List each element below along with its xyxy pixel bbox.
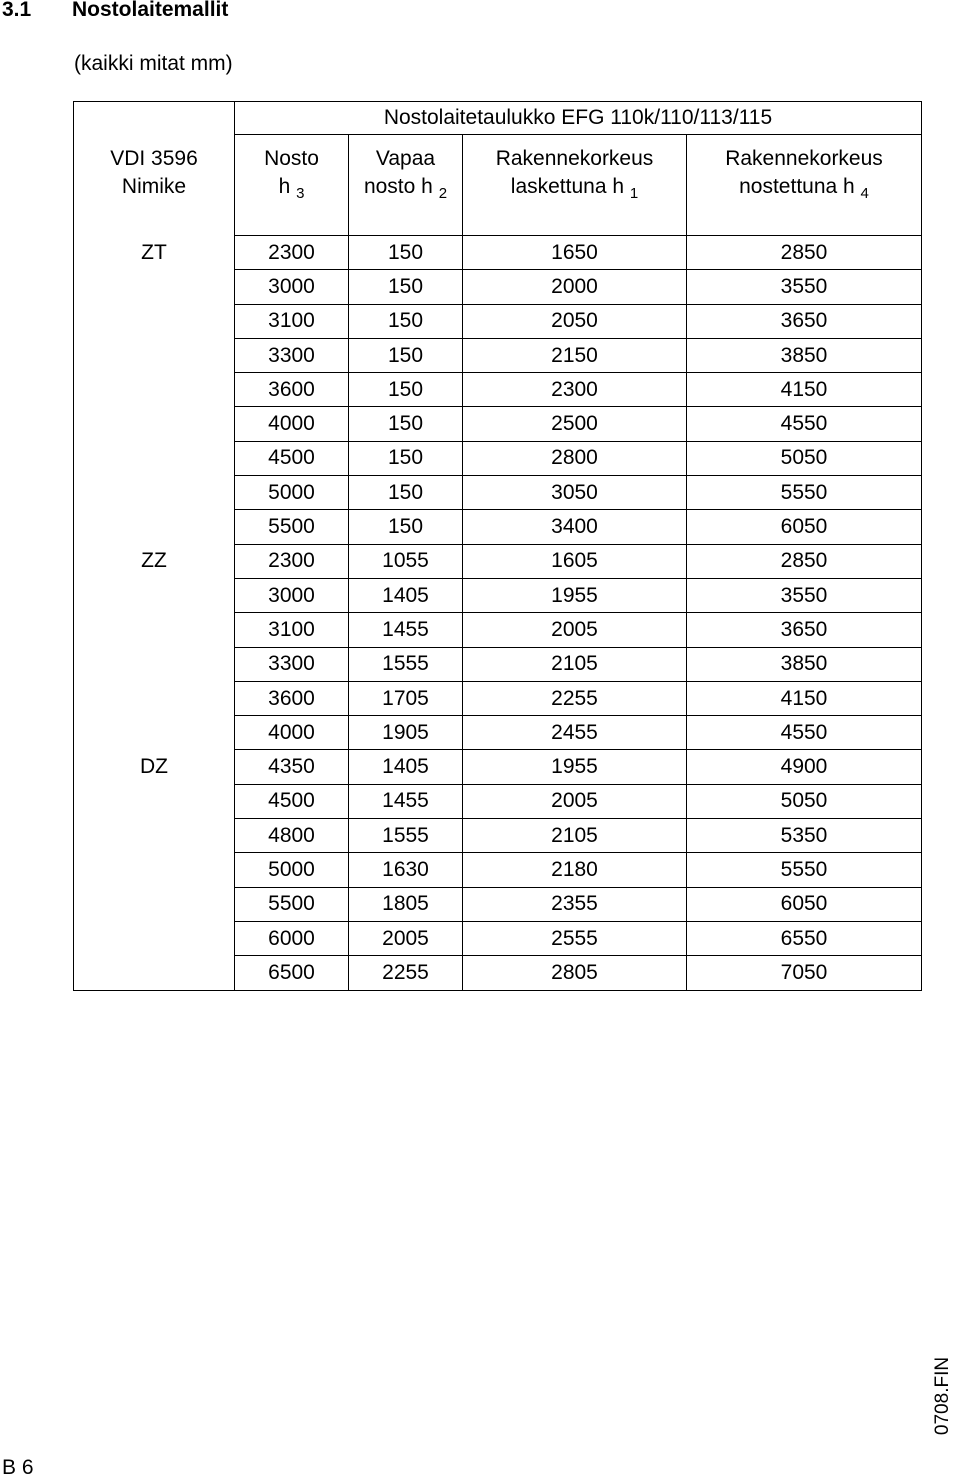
- group-cell: [74, 304, 235, 338]
- free-lift-cell: 150: [349, 510, 463, 544]
- lowered-height-cell: 2255: [463, 681, 687, 715]
- lift-height-cell: 6500: [235, 956, 349, 990]
- lowered-height-cell: 2000: [463, 270, 687, 304]
- group-cell: [74, 681, 235, 715]
- free-lift-cell: 1455: [349, 613, 463, 647]
- free-lift-cell: 150: [349, 270, 463, 304]
- group-cell: [74, 853, 235, 887]
- header-line1: Nosto: [264, 147, 319, 170]
- lift-height-cell: 5500: [235, 887, 349, 921]
- extended-height-cell: 2850: [687, 236, 922, 270]
- lowered-height-cell: 2455: [463, 716, 687, 750]
- group-cell: [74, 578, 235, 612]
- free-lift-cell: 150: [349, 304, 463, 338]
- table-row: [74, 647, 922, 681]
- table-row: [74, 819, 922, 853]
- group-cell: [74, 510, 235, 544]
- header-lift-height: [235, 135, 349, 236]
- table-header-row: [74, 135, 922, 236]
- extended-height-cell: 5350: [687, 819, 922, 853]
- extended-height-cell: 3650: [687, 613, 922, 647]
- lowered-height-cell: 2805: [463, 956, 687, 990]
- free-lift-cell: 1905: [349, 716, 463, 750]
- group-cell: [74, 441, 235, 475]
- table-title: Nostolaitetaulukko EFG 110k/110/113/115: [235, 102, 922, 135]
- table-row: [74, 887, 922, 921]
- table-row: [74, 578, 922, 612]
- table-row: [74, 716, 922, 750]
- lift-height-cell: 4800: [235, 819, 349, 853]
- extended-height-cell: 5050: [687, 784, 922, 818]
- free-lift-cell: 150: [349, 236, 463, 270]
- extended-height-cell: 3550: [687, 270, 922, 304]
- table-row: [74, 956, 922, 990]
- extended-height-cell: 3850: [687, 647, 922, 681]
- lowered-height-cell: 1955: [463, 578, 687, 612]
- header-free-lift: [349, 135, 463, 236]
- lowered-height-cell: 2105: [463, 819, 687, 853]
- header-extended-height: [687, 135, 922, 236]
- free-lift-cell: 1405: [349, 578, 463, 612]
- group-name: ZT: [74, 236, 235, 270]
- document-code-text: 0708.FIN: [932, 1356, 953, 1436]
- document-code: [926, 1352, 960, 1440]
- header-designation: [74, 135, 235, 236]
- lowered-height-cell: 2500: [463, 407, 687, 441]
- lowered-height-cell: 2800: [463, 441, 687, 475]
- header-subscript: 2: [438, 185, 448, 202]
- lowered-height-cell: 1605: [463, 544, 687, 578]
- header-line1: Rakennekorkeus: [725, 147, 883, 170]
- lift-height-cell: 4500: [235, 784, 349, 818]
- table-row: [74, 407, 922, 441]
- free-lift-cell: 1055: [349, 544, 463, 578]
- group-cell: [74, 647, 235, 681]
- header-line2: Nimike: [121, 174, 187, 198]
- table-row: [74, 750, 922, 784]
- section-heading: [2, 0, 228, 23]
- header-line2: laskettuna h: [510, 175, 625, 198]
- header-line1: Vapaa: [375, 147, 436, 170]
- lowered-height-cell: 2005: [463, 613, 687, 647]
- lowered-height-cell: 1650: [463, 236, 687, 270]
- free-lift-cell: 2005: [349, 921, 463, 955]
- page-number: B 6: [2, 1456, 34, 1479]
- header-line2: nosto h: [363, 175, 433, 198]
- table-row: [74, 510, 922, 544]
- lowered-height-cell: 2555: [463, 921, 687, 955]
- lift-height-cell: 4000: [235, 716, 349, 750]
- header-subscript: 4: [860, 185, 869, 202]
- group-cell: [74, 956, 235, 990]
- lowered-height-cell: 2355: [463, 887, 687, 921]
- lowered-height-cell: 2005: [463, 784, 687, 818]
- table-row: [74, 784, 922, 818]
- extended-height-cell: 4150: [687, 681, 922, 715]
- extended-height-cell: 6550: [687, 921, 922, 955]
- group-cell: [74, 921, 235, 955]
- group-cell: [74, 716, 235, 750]
- group-cell: [74, 373, 235, 407]
- free-lift-cell: 1455: [349, 784, 463, 818]
- free-lift-cell: 1805: [349, 887, 463, 921]
- lift-height-cell: 5000: [235, 853, 349, 887]
- table-row: [74, 270, 922, 304]
- lift-height-cell: 3000: [235, 270, 349, 304]
- units-note: (kaikki mitat mm): [74, 52, 233, 75]
- table-body: [74, 236, 922, 991]
- free-lift-cell: 2255: [349, 956, 463, 990]
- table-row: [74, 544, 922, 578]
- free-lift-cell: 1705: [349, 681, 463, 715]
- lift-height-cell: 3000: [235, 578, 349, 612]
- extended-height-cell: 5550: [687, 853, 922, 887]
- extended-height-cell: 3650: [687, 304, 922, 338]
- group-name: ZZ: [74, 544, 235, 578]
- free-lift-cell: 150: [349, 338, 463, 372]
- table-row: [74, 338, 922, 372]
- lowered-height-cell: 2050: [463, 304, 687, 338]
- header-line1: VDI 3596: [110, 146, 198, 170]
- extended-height-cell: 2850: [687, 544, 922, 578]
- group-name: DZ: [74, 750, 235, 784]
- lift-height-cell: 6000: [235, 921, 349, 955]
- lift-height-cell: 2300: [235, 236, 349, 270]
- header-line2: nostettuna h: [739, 175, 855, 198]
- extended-height-cell: 5550: [687, 476, 922, 510]
- header-subscript: 1: [629, 185, 639, 202]
- extended-height-cell: 7050: [687, 956, 922, 990]
- lift-height-cell: 4000: [235, 407, 349, 441]
- lowered-height-cell: 2300: [463, 373, 687, 407]
- table-row: [74, 236, 922, 270]
- lowered-height-cell: 2150: [463, 338, 687, 372]
- lift-height-cell: 3600: [235, 681, 349, 715]
- lift-height-cell: 3100: [235, 304, 349, 338]
- table-row: [74, 441, 922, 475]
- lowered-height-cell: 2180: [463, 853, 687, 887]
- lowered-height-cell: 2105: [463, 647, 687, 681]
- extended-height-cell: 6050: [687, 887, 922, 921]
- lowered-height-cell: 3050: [463, 476, 687, 510]
- lift-height-cell: 3100: [235, 613, 349, 647]
- free-lift-cell: 1555: [349, 819, 463, 853]
- table-row: [74, 853, 922, 887]
- table-row: [74, 373, 922, 407]
- extended-height-cell: 6050: [687, 510, 922, 544]
- extended-height-cell: 4550: [687, 716, 922, 750]
- group-cell: [74, 338, 235, 372]
- free-lift-cell: 150: [349, 476, 463, 510]
- extended-height-cell: 4550: [687, 407, 922, 441]
- group-cell: [74, 407, 235, 441]
- table-row: [74, 476, 922, 510]
- extended-height-cell: 5050: [687, 441, 922, 475]
- extended-height-cell: 3850: [687, 338, 922, 372]
- lift-height-cell: 3300: [235, 647, 349, 681]
- lift-height-cell: 3600: [235, 373, 349, 407]
- lift-height-cell: 5000: [235, 476, 349, 510]
- table-title-spacer: [74, 102, 235, 135]
- group-cell: [74, 819, 235, 853]
- lift-height-cell: 3300: [235, 338, 349, 372]
- lift-height-cell: 2300: [235, 544, 349, 578]
- free-lift-cell: 1405: [349, 750, 463, 784]
- table-row: [74, 304, 922, 338]
- table-title-row: [74, 102, 922, 135]
- header-subscript: 3: [296, 185, 305, 202]
- lowered-height-cell: 3400: [463, 510, 687, 544]
- table-row: [74, 681, 922, 715]
- table-row: [74, 613, 922, 647]
- group-cell: [74, 613, 235, 647]
- extended-height-cell: 4150: [687, 373, 922, 407]
- header-line1: Rakennekorkeus: [495, 147, 654, 170]
- lift-height-cell: 4500: [235, 441, 349, 475]
- section-number: 3.1: [2, 0, 32, 21]
- extended-height-cell: 4900: [687, 750, 922, 784]
- group-cell: [74, 784, 235, 818]
- group-cell: [74, 270, 235, 304]
- lift-mast-table: [73, 101, 922, 991]
- lift-height-cell: 4350: [235, 750, 349, 784]
- header-lowered-height: [463, 135, 687, 236]
- header-line2: h: [278, 175, 291, 198]
- table-row: [74, 921, 922, 955]
- extended-height-cell: 3550: [687, 578, 922, 612]
- group-cell: [74, 887, 235, 921]
- free-lift-cell: 150: [349, 373, 463, 407]
- section-title: Nostolaitemallit: [72, 0, 229, 21]
- free-lift-cell: 1555: [349, 647, 463, 681]
- free-lift-cell: 150: [349, 407, 463, 441]
- free-lift-cell: 1630: [349, 853, 463, 887]
- group-cell: [74, 476, 235, 510]
- free-lift-cell: 150: [349, 441, 463, 475]
- lift-height-cell: 5500: [235, 510, 349, 544]
- lowered-height-cell: 1955: [463, 750, 687, 784]
